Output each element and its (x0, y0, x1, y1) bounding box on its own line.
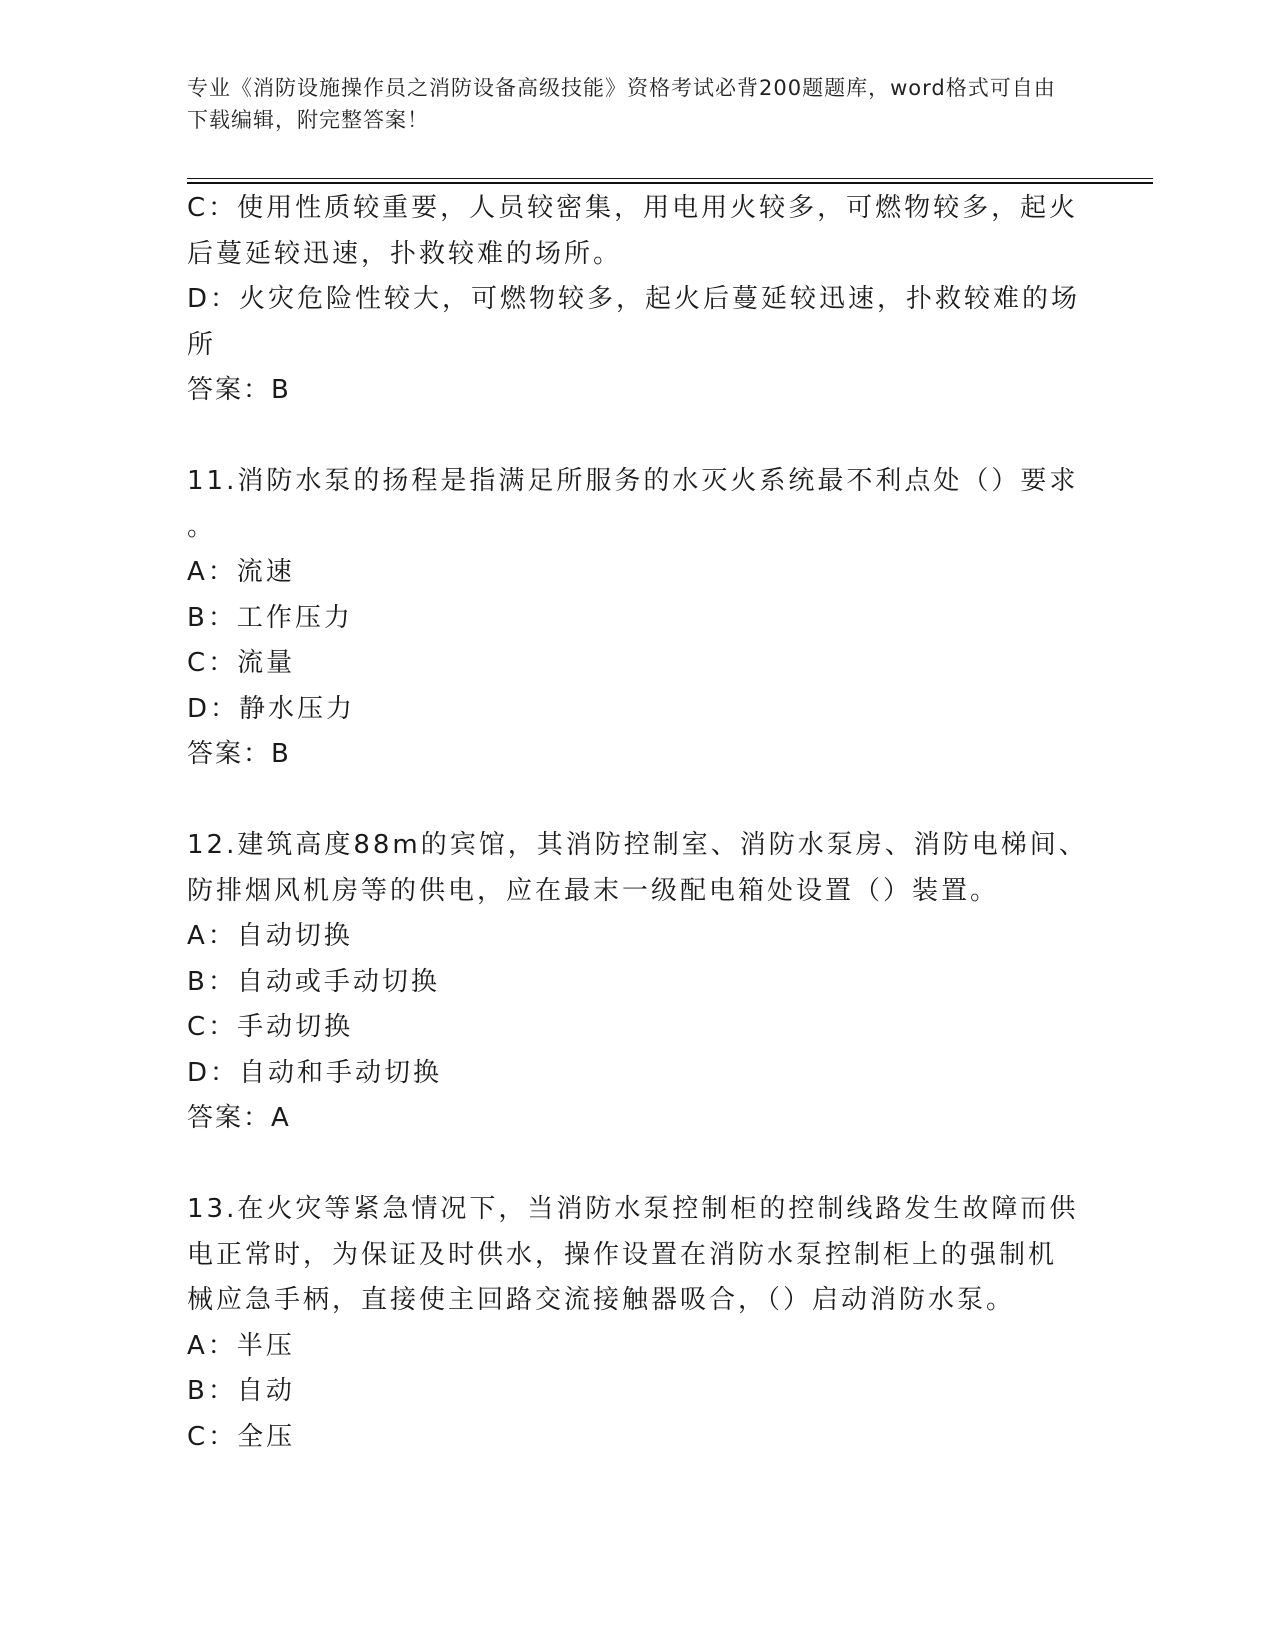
option-c: C：全压 (187, 1421, 296, 1452)
option-d: D：自动和手动切换 (187, 1057, 443, 1088)
question-stem-line: 械应急手柄，直接使主回路交流接触器吸合，（）启动消防水泵。 (187, 1285, 1016, 1315)
option-line: 后蔓延较迅速，扑救较难的场所。 (187, 238, 623, 269)
header-divider-thick (187, 182, 1153, 184)
option-a: A：半压 (187, 1330, 295, 1361)
option-d: D：静水压力 (187, 693, 356, 724)
question-stem-line: 11.消防水泵的扬程是指满足所服务的水灭火系统最不利点处（）要求 (187, 466, 1079, 496)
document-header: 专业《消防设施操作员之消防设备高级技能》资格考试必背200题题库，word格式可自由下载编辑，附完整答案！ (187, 76, 1056, 132)
question-stem-line: 12.建筑高度88m的宾馆，其消防控制室、消防水泵房、消防电梯间、 (187, 830, 1088, 860)
option-c: C：流量 (187, 648, 296, 678)
option-line: C：使用性质较重要，人员较密集，用电用火较多，可燃物较多，起火 (187, 193, 1079, 223)
option-a: A：自动切换 (187, 921, 353, 951)
answer-line: 答案：A (187, 1103, 291, 1133)
option-c: C：手动切换 (187, 1012, 354, 1042)
question-13 (187, 1187, 1077, 1460)
option-b: B：自动 (187, 1376, 295, 1406)
option-line: D：火灾危险性较大，可燃物较多，起火后蔓延较迅速，扑救较难的场 (187, 284, 1081, 314)
option-b: B：工作压力 (187, 602, 353, 633)
answer-line: 答案：B (187, 739, 291, 769)
question-10-continued (187, 186, 1081, 414)
answer-line: 答案：B (187, 375, 291, 405)
question-stem-line: 电正常时，为保证及时供水，操作设置在消防水泵控制柜上的强制机 (187, 1239, 1058, 1270)
question-stem-line: 。 (187, 511, 217, 542)
question-stem-line: 防排烟风机房等的供电，应在最末一级配电箱处设置（）装置。 (187, 875, 1000, 906)
option-b: B：自动或手动切换 (187, 966, 440, 997)
question-11 (187, 459, 1077, 778)
document-body (187, 186, 1088, 1460)
header-divider-thin (187, 178, 1153, 179)
option-line: 所 (187, 329, 217, 360)
question-12 (187, 823, 1088, 1142)
option-a: A：流速 (187, 557, 295, 587)
question-stem-line: 13.在火灾等紧急情况下，当消防水泵控制柜的控制线路发生故障而供 (187, 1194, 1079, 1224)
